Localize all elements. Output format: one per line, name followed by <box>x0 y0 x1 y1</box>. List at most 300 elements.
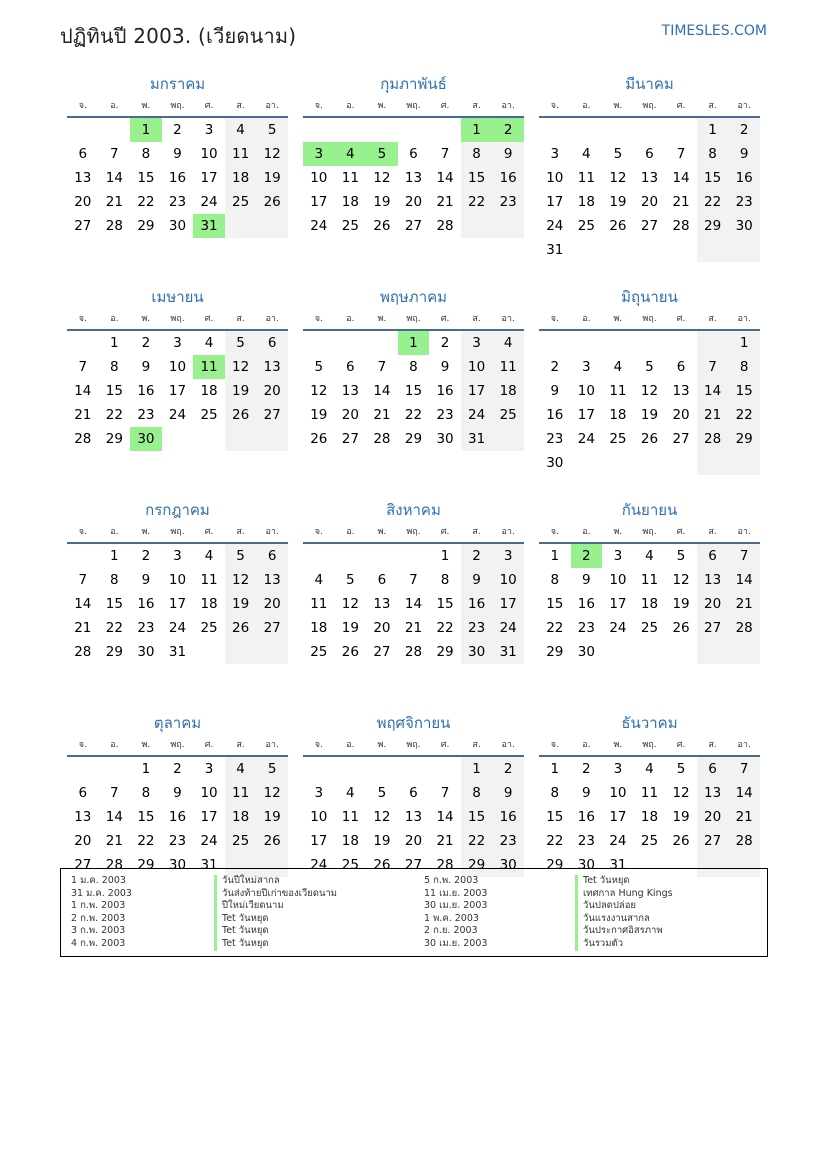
day-cell: 26 <box>672 620 690 636</box>
day-cell: 24 <box>310 218 328 234</box>
day-cell: 23 <box>577 833 595 849</box>
day-cell: 16 <box>436 383 454 399</box>
weekday-label: ส. <box>472 101 481 111</box>
day-cell: 8 <box>110 572 119 588</box>
legend-holiday-name: Tet วันหยุด <box>214 938 337 951</box>
weekday-header <box>67 96 288 118</box>
day-cell: 7 <box>728 757 760 781</box>
day-cell: 6 <box>78 146 88 162</box>
day-cell: 26 <box>256 829 288 853</box>
day-cell: 11 <box>640 572 659 588</box>
day-cell: 17 <box>310 833 328 849</box>
day-cell: 2 <box>492 118 524 142</box>
legend-date: 30 เม.ย. 2003 <box>424 937 488 949</box>
weekday-header <box>303 96 524 118</box>
day-cell: 26 <box>373 857 391 873</box>
day-cell: 5 <box>366 142 398 166</box>
day-cell: 27 <box>404 857 423 873</box>
day-cell: 8 <box>409 359 418 375</box>
day-cell: 17 <box>168 596 187 612</box>
day-cell: 22 <box>461 190 493 214</box>
day-cell: 18 <box>341 833 359 849</box>
legend-date: 1 ม.ค. 2003 <box>71 875 126 886</box>
day-cell: 24 <box>609 620 627 636</box>
day-cell: 8 <box>550 572 560 588</box>
day-cell: 5 <box>645 359 654 375</box>
day-cell: 18 <box>225 166 257 190</box>
month-calendar <box>67 488 288 701</box>
day-cell: 31 <box>168 644 187 660</box>
weekday-label: อา. <box>265 740 279 750</box>
day-cell: 12 <box>672 785 690 801</box>
weekday-label: พฤ. <box>170 314 185 324</box>
weekday-label: ศ. <box>204 101 214 111</box>
day-cell: 25 <box>492 403 524 427</box>
weekday-label: อ. <box>110 314 119 324</box>
day-cell: 28 <box>436 218 454 234</box>
weekday-label: อ. <box>110 527 119 537</box>
day-cell: 10 <box>200 785 218 801</box>
day-cell: 18 <box>225 805 257 829</box>
day-cell: 3 <box>492 544 524 568</box>
day-cell: 22 <box>105 620 123 636</box>
day-cell: 5 <box>676 761 686 777</box>
day-cell: 6 <box>697 757 729 781</box>
days-grid <box>303 544 524 664</box>
day-cell: 15 <box>461 166 493 190</box>
day-cell: 23 <box>168 194 187 210</box>
legend-date: 30 เม.ย. 2003 <box>424 900 488 912</box>
day-cell: 11 <box>341 809 359 825</box>
day-cell: 18 <box>577 194 595 210</box>
day-cell: 13 <box>341 383 359 399</box>
day-cell: 17 <box>200 170 218 186</box>
day-cell: 3 <box>461 331 493 355</box>
day-cell: 3 <box>314 785 324 801</box>
day-cell: 20 <box>672 407 690 423</box>
legend-holiday-name: วันส่งท้ายปีเก่าของเวียดนาม <box>214 888 337 901</box>
empty-day-cell <box>303 118 335 142</box>
day-cell: 23 <box>728 190 760 214</box>
day-cell: 24 <box>168 407 187 423</box>
day-cell: 9 <box>550 383 560 399</box>
day-cell: 20 <box>373 620 391 636</box>
day-cell: 3 <box>173 548 182 564</box>
empty-day-cell <box>602 118 634 142</box>
legend-date: 1 พ.ค. 2003 <box>424 912 479 924</box>
weekday-header <box>303 735 524 757</box>
empty-day-cell <box>571 331 603 355</box>
day-cell: 29 <box>728 427 760 451</box>
weekday-header <box>303 309 524 331</box>
legend-names-column-1 <box>214 875 337 951</box>
days-grid <box>539 757 760 877</box>
day-cell: 27 <box>256 616 288 640</box>
days-grid <box>539 118 760 262</box>
empty-day-cell <box>429 118 461 142</box>
days-grid <box>67 331 288 451</box>
day-cell: 30 <box>436 431 454 447</box>
day-cell: 21 <box>74 407 92 423</box>
day-cell: 9 <box>582 785 591 801</box>
weekday-label: จ. <box>550 740 559 750</box>
day-cell: 22 <box>728 403 760 427</box>
day-cell: 18 <box>492 379 524 403</box>
weekday-label: จ. <box>78 740 87 750</box>
empty-day-cell <box>539 118 571 142</box>
day-cell: 3 <box>173 335 182 351</box>
weekday-label: ศ. <box>204 314 214 324</box>
day-cell: 11 <box>225 781 257 805</box>
day-cell: 28 <box>728 616 760 640</box>
empty-day-cell <box>193 640 225 664</box>
days-grid <box>539 544 760 664</box>
day-cell: 24 <box>310 857 328 873</box>
empty-day-cell <box>665 451 697 475</box>
day-cell: 18 <box>640 809 659 825</box>
day-cell: 22 <box>404 407 423 423</box>
day-cell: 6 <box>645 146 654 162</box>
days-grid <box>303 331 524 451</box>
day-cell: 4 <box>346 785 355 801</box>
day-cell: 15 <box>404 383 423 399</box>
day-cell: 26 <box>310 431 328 447</box>
day-cell: 29 <box>137 857 155 873</box>
day-cell: 6 <box>78 785 88 801</box>
day-cell: 10 <box>310 170 328 186</box>
weekday-header <box>67 309 288 331</box>
day-cell: 4 <box>492 331 524 355</box>
month-name: ตุลาคม <box>153 714 202 732</box>
weekday-label: จ. <box>78 101 87 111</box>
day-cell: 27 <box>404 218 423 234</box>
day-cell: 23 <box>492 190 524 214</box>
day-cell: 1 <box>461 757 493 781</box>
day-cell: 25 <box>341 857 359 873</box>
day-cell: 14 <box>404 596 423 612</box>
empty-day-cell <box>728 640 760 664</box>
day-cell: 10 <box>461 355 493 379</box>
day-cell: 23 <box>461 616 493 640</box>
day-cell: 3 <box>204 761 214 777</box>
weekday-label: พ. <box>377 740 387 750</box>
weekday-header <box>539 96 760 118</box>
day-cell: 21 <box>74 620 92 636</box>
day-cell: 5 <box>256 118 288 142</box>
day-cell: 25 <box>577 218 595 234</box>
weekday-label: อ. <box>346 740 355 750</box>
day-cell: 28 <box>373 431 391 447</box>
weekday-label: อา. <box>737 314 751 324</box>
day-cell: 22 <box>697 190 729 214</box>
day-cell: 28 <box>728 829 760 853</box>
day-cell: 17 <box>461 379 493 403</box>
empty-day-cell <box>571 118 603 142</box>
day-cell: 7 <box>409 572 418 588</box>
day-cell: 21 <box>728 805 760 829</box>
day-cell: 8 <box>141 785 151 801</box>
weekday-label: ศ. <box>440 740 450 750</box>
weekday-label: ศ. <box>676 740 686 750</box>
day-cell: 26 <box>640 431 659 447</box>
day-cell: 1 <box>110 548 119 564</box>
day-cell: 3 <box>613 548 623 564</box>
empty-day-cell <box>697 451 729 475</box>
day-cell: 31 <box>200 857 218 873</box>
day-cell: 18 <box>310 620 328 636</box>
day-cell: 4 <box>335 142 367 166</box>
month-name: กุมภาพันธ์ <box>380 75 447 93</box>
day-cell: 6 <box>256 544 288 568</box>
day-cell: 26 <box>225 403 257 427</box>
day-cell: 1 <box>461 118 493 142</box>
empty-day-cell <box>67 544 99 568</box>
empty-day-cell <box>461 214 493 238</box>
day-cell: 13 <box>373 596 391 612</box>
day-cell: 4 <box>613 359 623 375</box>
day-cell: 21 <box>373 407 391 423</box>
day-cell: 21 <box>697 403 729 427</box>
month-name: กรกฎาคม <box>145 501 210 519</box>
weekday-label: พ. <box>613 101 623 111</box>
day-cell: 16 <box>137 596 155 612</box>
day-cell: 25 <box>200 620 218 636</box>
day-cell: 15 <box>697 166 729 190</box>
day-cell: 25 <box>225 190 257 214</box>
empty-day-cell <box>366 757 398 781</box>
weekday-label: ศ. <box>676 101 686 111</box>
weekday-label: พ. <box>613 527 623 537</box>
month-name: มิถุนายน <box>621 288 678 306</box>
day-cell: 4 <box>645 548 654 564</box>
empty-day-cell <box>225 640 257 664</box>
day-cell: 20 <box>341 407 359 423</box>
legend-holiday-name: วันแรงงานสากล <box>575 913 673 926</box>
day-cell: 9 <box>461 568 493 592</box>
day-cell: 28 <box>105 218 123 234</box>
day-cell: 19 <box>640 407 659 423</box>
day-cell: 11 <box>577 170 595 186</box>
empty-day-cell <box>634 640 666 664</box>
weekday-label: พฤ. <box>642 527 657 537</box>
empty-day-cell <box>303 331 335 355</box>
weekday-label: อา. <box>501 527 515 537</box>
day-cell: 4 <box>582 146 591 162</box>
days-grid <box>303 118 524 238</box>
days-grid <box>303 757 524 877</box>
day-cell: 14 <box>74 383 92 399</box>
month-calendar <box>303 62 524 275</box>
empty-day-cell <box>335 118 367 142</box>
day-cell: 29 <box>137 218 155 234</box>
weekday-label: พ. <box>377 314 387 324</box>
day-cell: 30 <box>577 644 595 660</box>
day-cell: 23 <box>436 407 454 423</box>
day-cell: 2 <box>141 335 151 351</box>
day-cell: 25 <box>200 407 218 423</box>
day-cell: 26 <box>225 616 257 640</box>
day-cell: 13 <box>74 170 92 186</box>
day-cell: 20 <box>404 833 423 849</box>
weekday-header <box>539 735 760 757</box>
day-cell: 12 <box>310 383 328 399</box>
legend-holiday-name: ปีใหม่เวียดนาม <box>214 900 337 913</box>
day-cell: 15 <box>105 383 123 399</box>
day-cell: 31 <box>609 857 627 873</box>
day-cell: 6 <box>676 359 686 375</box>
day-cell: 22 <box>546 620 564 636</box>
day-cell: 18 <box>200 596 218 612</box>
day-cell: 9 <box>492 142 524 166</box>
day-cell: 7 <box>78 572 88 588</box>
day-cell: 4 <box>204 548 214 564</box>
month-name: เมษายน <box>151 288 204 306</box>
day-cell: 10 <box>492 568 524 592</box>
day-cell: 28 <box>105 857 123 873</box>
day-cell: 5 <box>346 572 355 588</box>
day-cell: 10 <box>546 170 564 186</box>
empty-day-cell <box>571 451 603 475</box>
empty-day-cell <box>67 331 99 355</box>
weekday-label: จ. <box>314 527 323 537</box>
empty-day-cell <box>398 544 430 568</box>
days-grid <box>67 118 288 238</box>
day-cell: 22 <box>137 194 155 210</box>
month-name: มีนาคม <box>625 75 674 93</box>
day-cell: 31 <box>546 242 564 258</box>
empty-day-cell <box>303 757 335 781</box>
day-cell: 6 <box>697 544 729 568</box>
day-cell: 2 <box>461 544 493 568</box>
months-grid <box>67 62 761 914</box>
day-cell: 17 <box>310 194 328 210</box>
day-cell: 26 <box>609 218 627 234</box>
day-cell: 11 <box>609 383 627 399</box>
empty-day-cell <box>303 544 335 568</box>
day-cell: 27 <box>672 431 690 447</box>
day-cell: 29 <box>105 644 123 660</box>
legend-date: 5 ก.พ. 2003 <box>424 875 479 886</box>
day-cell: 26 <box>672 833 690 849</box>
day-cell: 11 <box>640 785 659 801</box>
day-cell: 7 <box>697 355 729 379</box>
day-cell: 20 <box>256 592 288 616</box>
day-cell: 21 <box>404 620 423 636</box>
day-cell: 30 <box>168 857 187 873</box>
day-cell: 8 <box>110 359 119 375</box>
legend-date: 2 ก.พ. 2003 <box>71 912 126 924</box>
day-cell: 4 <box>225 118 257 142</box>
day-cell: 20 <box>697 805 729 829</box>
page-title: ปฏิทินปี 2003. (เวียดนาม) <box>60 24 297 48</box>
day-cell: 12 <box>373 170 391 186</box>
empty-day-cell <box>366 118 398 142</box>
day-cell: 28 <box>672 218 690 234</box>
day-cell: 21 <box>728 592 760 616</box>
holiday-legend <box>60 868 768 957</box>
day-cell: 12 <box>256 781 288 805</box>
day-cell: 2 <box>550 359 560 375</box>
day-cell: 4 <box>225 757 257 781</box>
weekday-label: พฤ. <box>406 101 421 111</box>
weekday-label: ศ. <box>676 527 686 537</box>
weekday-label: จ. <box>78 314 87 324</box>
brand-link[interactable]: TIMESLES.COM <box>661 23 767 39</box>
empty-day-cell <box>67 757 99 781</box>
day-cell: 22 <box>137 833 155 849</box>
day-cell: 22 <box>105 407 123 423</box>
day-cell: 11 <box>193 355 225 379</box>
weekday-label: ศ. <box>440 101 450 111</box>
day-cell: 1 <box>398 331 430 355</box>
weekday-label: อา. <box>501 740 515 750</box>
day-cell: 6 <box>256 331 288 355</box>
month-calendar <box>67 275 288 488</box>
month-calendar <box>539 62 760 275</box>
day-cell: 15 <box>137 809 155 825</box>
day-cell: 16 <box>577 596 595 612</box>
weekday-label: พฤ. <box>170 740 185 750</box>
day-cell: 10 <box>200 146 218 162</box>
day-cell: 9 <box>440 359 450 375</box>
day-cell: 18 <box>200 383 218 399</box>
weekday-label: ส. <box>472 527 481 537</box>
weekday-header <box>539 309 760 331</box>
empty-day-cell <box>335 331 367 355</box>
day-cell: 25 <box>225 829 257 853</box>
weekday-label: อ. <box>582 527 591 537</box>
day-cell: 19 <box>256 805 288 829</box>
day-cell: 9 <box>141 572 151 588</box>
day-cell: 24 <box>200 833 218 849</box>
day-cell: 20 <box>74 194 92 210</box>
empty-day-cell <box>492 427 524 451</box>
day-cell: 2 <box>440 335 450 351</box>
weekday-label: ส. <box>708 101 717 111</box>
day-cell: 28 <box>436 857 454 873</box>
day-cell: 14 <box>373 383 391 399</box>
day-cell: 20 <box>404 194 423 210</box>
day-cell: 7 <box>440 785 450 801</box>
day-cell: 7 <box>78 359 88 375</box>
month-calendar <box>67 62 288 275</box>
month-name: ธันวาคม <box>621 714 678 732</box>
day-cell: 1 <box>440 548 450 564</box>
day-cell: 1 <box>141 761 151 777</box>
day-cell: 5 <box>225 544 257 568</box>
day-cell: 30 <box>130 427 162 451</box>
day-cell: 22 <box>546 833 564 849</box>
day-cell: 19 <box>225 592 257 616</box>
day-cell: 27 <box>697 616 729 640</box>
day-cell: 29 <box>461 853 493 877</box>
day-cell: 7 <box>440 146 450 162</box>
empty-day-cell <box>366 331 398 355</box>
legend-date: 4 ก.พ. 2003 <box>71 937 126 949</box>
day-cell: 18 <box>640 596 659 612</box>
day-cell: 12 <box>609 170 627 186</box>
day-cell: 11 <box>492 355 524 379</box>
day-cell: 12 <box>341 596 359 612</box>
day-cell: 7 <box>676 146 686 162</box>
day-cell: 13 <box>256 355 288 379</box>
weekday-label: จ. <box>550 101 559 111</box>
weekday-label: ศ. <box>204 740 214 750</box>
weekday-label: พ. <box>613 740 623 750</box>
day-cell: 3 <box>582 359 591 375</box>
day-cell: 14 <box>672 170 690 186</box>
day-cell: 26 <box>341 644 359 660</box>
